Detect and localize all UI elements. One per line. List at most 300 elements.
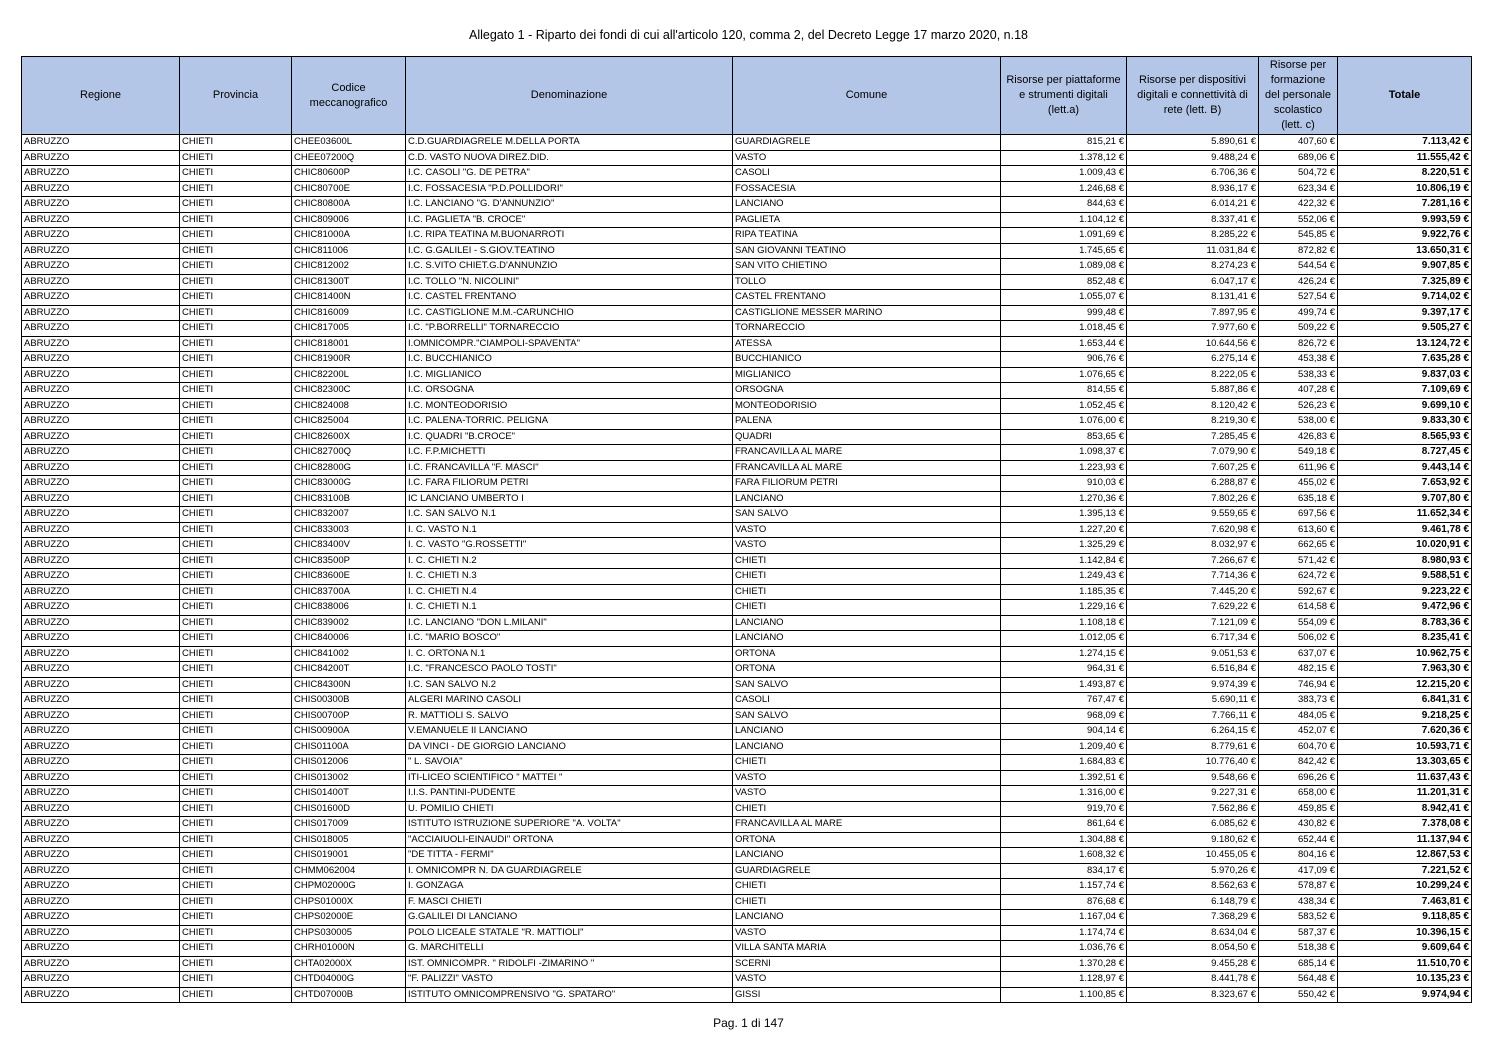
cell-totale: 7.620,36 € [1338,724,1472,740]
cell-formazione: 826,72 € [1259,336,1338,352]
table-row [22,925,1472,941]
cell-codice: CHTD04000G [292,972,406,988]
table-row [22,708,1472,724]
cell-dispositivi: 8.779,61 € [1127,739,1259,755]
cell-provincia: CHIETI [180,925,292,941]
cell-formazione: 611,96 € [1259,460,1338,476]
cell-comune: CHIETI [733,801,1001,817]
cell-regione: ABRUZZO [22,786,180,802]
cell-codice: CHIC82600X [292,429,406,445]
cell-formazione: 872,82 € [1259,243,1338,259]
table-row [22,693,1472,709]
cell-codice: CHIC82800G [292,460,406,476]
cell-provincia: CHIETI [180,863,292,879]
cell-regione: ABRUZZO [22,677,180,693]
cell-regione: ABRUZZO [22,274,180,290]
cell-totale: 9.397,17 € [1338,305,1472,321]
cell-totale: 9.837,03 € [1338,367,1472,383]
cell-totale: 12.867,53 € [1338,848,1472,864]
cell-comune: LANCIANO [733,910,1001,926]
cell-codice: CHIC83700A [292,584,406,600]
cell-codice: CHIC83400V [292,538,406,554]
cell-provincia: CHIETI [180,150,292,166]
cell-regione: ABRUZZO [22,770,180,786]
cell-comune: CHIETI [733,879,1001,895]
cell-denominazione: V.EMANUELE II LANCIANO [406,724,733,740]
cell-denominazione: I. C. CHIETI N.2 [406,553,733,569]
cell-piattaforme: 1.055,07 € [1001,290,1127,306]
header-comune: Comune [733,57,1001,135]
cell-comune: ORTONA [733,662,1001,678]
table-row [22,770,1472,786]
cell-provincia: CHIETI [180,615,292,631]
cell-formazione: 564,48 € [1259,972,1338,988]
cell-codice: CHIC83100B [292,491,406,507]
cell-provincia: CHIETI [180,398,292,414]
table-row [22,352,1472,368]
cell-totale: 8.783,36 € [1338,615,1472,631]
cell-provincia: CHIETI [180,538,292,554]
cell-regione: ABRUZZO [22,135,180,151]
table-row [22,414,1472,430]
cell-regione: ABRUZZO [22,476,180,492]
cell-dispositivi: 7.607,25 € [1127,460,1259,476]
cell-comune: CHIETI [733,569,1001,585]
cell-formazione: 550,42 € [1259,987,1338,1003]
cell-regione: ABRUZZO [22,243,180,259]
table-row [22,755,1472,771]
table-row [22,181,1472,197]
cell-dispositivi: 7.121,09 € [1127,615,1259,631]
cell-piattaforme: 1.684,83 € [1001,755,1127,771]
cell-denominazione: I.C. F.P.MICHETTI [406,445,733,461]
cell-totale: 7.463,81 € [1338,894,1472,910]
cell-provincia: CHIETI [180,243,292,259]
cell-codice: CHIC81300T [292,274,406,290]
cell-piattaforme: 876,68 € [1001,894,1127,910]
cell-denominazione: I.C. PAGLIETA "B. CROCE" [406,212,733,228]
cell-provincia: CHIETI [180,848,292,864]
cell-codice: CHIC818001 [292,336,406,352]
cell-totale: 11.652,34 € [1338,507,1472,523]
cell-formazione: 842,42 € [1259,755,1338,771]
table-row [22,243,1472,259]
cell-dispositivi: 10.455,05 € [1127,848,1259,864]
header-formazione: Risorse per formazione del personale scolastico (lett. c) [1259,57,1338,135]
cell-totale: 7.109,69 € [1338,383,1472,399]
cell-denominazione: I.C. ORSOGNA [406,383,733,399]
cell-regione: ABRUZZO [22,631,180,647]
cell-denominazione: I.C. SAN SALVO N.2 [406,677,733,693]
cell-comune: TORNARECCIO [733,321,1001,337]
cell-totale: 10.020,91 € [1338,538,1472,554]
cell-dispositivi: 6.047,17 € [1127,274,1259,290]
cell-piattaforme: 1.142,84 € [1001,553,1127,569]
cell-codice: CHIC81900R [292,352,406,368]
cell-formazione: 592,67 € [1259,584,1338,600]
cell-codice: CHIC816009 [292,305,406,321]
cell-denominazione: I.C. CASTIGLIONE M.M.-CARUNCHIO [406,305,733,321]
cell-regione: ABRUZZO [22,925,180,941]
table-row [22,507,1472,523]
table-row [22,894,1472,910]
cell-dispositivi: 9.488,24 € [1127,150,1259,166]
cell-denominazione: I.C. PALENA-TORRIC. PELIGNA [406,414,733,430]
cell-piattaforme: 1.304,88 € [1001,832,1127,848]
cell-piattaforme: 1.100,85 € [1001,987,1127,1003]
cell-dispositivi: 9.051,53 € [1127,646,1259,662]
cell-denominazione: I.C. "P.BORRELLI" TORNARECCIO [406,321,733,337]
cell-totale: 9.588,51 € [1338,569,1472,585]
cell-denominazione: I. C. VASTO N.1 [406,522,733,538]
cell-comune: PALENA [733,414,1001,430]
table-row [22,646,1472,662]
table-row [22,398,1472,414]
cell-denominazione: G. MARCHITELLI [406,941,733,957]
cell-dispositivi: 5.890,61 € [1127,135,1259,151]
cell-codice: CHIC83600E [292,569,406,585]
cell-provincia: CHIETI [180,941,292,957]
cell-totale: 7.221,52 € [1338,863,1472,879]
cell-totale: 9.707,80 € [1338,491,1472,507]
cell-formazione: 746,94 € [1259,677,1338,693]
cell-codice: CHIC80800A [292,197,406,213]
table-body [22,135,1472,1003]
cell-regione: ABRUZZO [22,553,180,569]
cell-comune: CASOLI [733,166,1001,182]
cell-comune: BUCCHIANICO [733,352,1001,368]
cell-formazione: 407,28 € [1259,383,1338,399]
cell-provincia: CHIETI [180,352,292,368]
cell-formazione: 552,06 € [1259,212,1338,228]
cell-regione: ABRUZZO [22,197,180,213]
cell-regione: ABRUZZO [22,724,180,740]
cell-piattaforme: 1.370,28 € [1001,956,1127,972]
cell-provincia: CHIETI [180,739,292,755]
cell-comune: LANCIANO [733,724,1001,740]
cell-comune: CASTEL FRENTANO [733,290,1001,306]
cell-regione: ABRUZZO [22,832,180,848]
cell-comune: GUARDIAGRELE [733,863,1001,879]
cell-regione: ABRUZZO [22,972,180,988]
cell-dispositivi: 8.634,04 € [1127,925,1259,941]
cell-piattaforme: 1.378,12 € [1001,150,1127,166]
cell-denominazione: I.C. "MARIO BOSCO" [406,631,733,647]
cell-piattaforme: 1.325,29 € [1001,538,1127,554]
cell-codice: CHIS013002 [292,770,406,786]
cell-codice: CHIC82200L [292,367,406,383]
table-row [22,987,1472,1003]
cell-regione: ABRUZZO [22,460,180,476]
cell-provincia: CHIETI [180,755,292,771]
cell-formazione: 455,02 € [1259,476,1338,492]
cell-comune: RIPA TEATINA [733,228,1001,244]
cell-denominazione: ISTITUTO ISTRUZIONE SUPERIORE "A. VOLTA" [406,817,733,833]
cell-piattaforme: 1.108,18 € [1001,615,1127,631]
cell-dispositivi: 6.288,87 € [1127,476,1259,492]
cell-formazione: 499,74 € [1259,305,1338,321]
cell-codice: CHPM02000G [292,879,406,895]
cell-totale: 8.220,51 € [1338,166,1472,182]
table-row [22,584,1472,600]
cell-dispositivi: 7.629,22 € [1127,600,1259,616]
cell-comune: CHIETI [733,553,1001,569]
cell-formazione: 430,82 € [1259,817,1338,833]
cell-piattaforme: 1.018,45 € [1001,321,1127,337]
cell-formazione: 549,18 € [1259,445,1338,461]
cell-formazione: 484,05 € [1259,708,1338,724]
cell-formazione: 613,60 € [1259,522,1338,538]
cell-regione: ABRUZZO [22,941,180,957]
cell-comune: ORTONA [733,832,1001,848]
cell-totale: 10.396,15 € [1338,925,1472,941]
cell-dispositivi: 10.644,56 € [1127,336,1259,352]
cell-totale: 13.650,31 € [1338,243,1472,259]
cell-formazione: 587,37 € [1259,925,1338,941]
cell-comune: VILLA SANTA MARIA [733,941,1001,957]
cell-denominazione: I.C. "FRANCESCO PAOLO TOSTI" [406,662,733,678]
table-row [22,212,1472,228]
cell-denominazione: " L. SAVOIA" [406,755,733,771]
cell-totale: 11.555,42 € [1338,150,1472,166]
cell-comune: LANCIANO [733,197,1001,213]
cell-regione: ABRUZZO [22,398,180,414]
cell-piattaforme: 1.128,97 € [1001,972,1127,988]
cell-codice: CHIS012006 [292,755,406,771]
cell-comune: FRANCAVILLA AL MARE [733,460,1001,476]
table-row [22,662,1472,678]
cell-dispositivi: 6.264,15 € [1127,724,1259,740]
cell-provincia: CHIETI [180,569,292,585]
cell-comune: SAN SALVO [733,677,1001,693]
table-row [22,460,1472,476]
cell-denominazione: I. C. CHIETI N.1 [406,600,733,616]
cell-dispositivi: 6.275,14 € [1127,352,1259,368]
cell-piattaforme: 1.392,51 € [1001,770,1127,786]
cell-formazione: 544,54 € [1259,259,1338,275]
cell-codice: CHIC84300N [292,677,406,693]
cell-comune: ATESSA [733,336,1001,352]
cell-provincia: CHIETI [180,662,292,678]
cell-codice: CHIC81400N [292,290,406,306]
cell-comune: FRANCAVILLA AL MARE [733,445,1001,461]
table-row [22,290,1472,306]
table-row [22,228,1472,244]
cell-denominazione: I. C. VASTO "G.ROSSETTI" [406,538,733,554]
cell-codice: CHIC825004 [292,414,406,430]
cell-formazione: 804,16 € [1259,848,1338,864]
cell-codice: CHIC83000G [292,476,406,492]
table-row [22,786,1472,802]
cell-dispositivi: 6.717,34 € [1127,631,1259,647]
cell-provincia: CHIETI [180,166,292,182]
cell-piattaforme: 1.089,08 € [1001,259,1127,275]
cell-provincia: CHIETI [180,910,292,926]
cell-piattaforme: 968,09 € [1001,708,1127,724]
cell-formazione: 689,06 € [1259,150,1338,166]
cell-totale: 9.833,30 € [1338,414,1472,430]
cell-piattaforme: 919,70 € [1001,801,1127,817]
cell-denominazione: C.D.GUARDIAGRELE M.DELLA PORTA [406,135,733,151]
cell-regione: ABRUZZO [22,739,180,755]
cell-denominazione: ALGERI MARINO CASOLI [406,693,733,709]
cell-totale: 7.378,08 € [1338,817,1472,833]
cell-provincia: CHIETI [180,724,292,740]
cell-totale: 7.653,92 € [1338,476,1472,492]
cell-totale: 9.922,76 € [1338,228,1472,244]
cell-denominazione: ISTITUTO OMNICOMPRENSIVO "G. SPATARO" [406,987,733,1003]
cell-provincia: CHIETI [180,879,292,895]
cell-provincia: CHIETI [180,507,292,523]
cell-formazione: 426,83 € [1259,429,1338,445]
cell-codice: CHTD07000B [292,987,406,1003]
cell-totale: 9.118,85 € [1338,910,1472,926]
cell-regione: ABRUZZO [22,956,180,972]
cell-piattaforme: 1.227,20 € [1001,522,1127,538]
cell-dispositivi: 7.977,60 € [1127,321,1259,337]
cell-dispositivi: 8.562,63 € [1127,879,1259,895]
cell-dispositivi: 8.131,41 € [1127,290,1259,306]
cell-codice: CHIS00900A [292,724,406,740]
cell-piattaforme: 1.167,04 € [1001,910,1127,926]
cell-totale: 8.727,45 € [1338,445,1472,461]
cell-dispositivi: 6.085,62 € [1127,817,1259,833]
table-row [22,631,1472,647]
cell-dispositivi: 8.441,78 € [1127,972,1259,988]
cell-formazione: 697,56 € [1259,507,1338,523]
cell-formazione: 696,26 € [1259,770,1338,786]
cell-piattaforme: 861,64 € [1001,817,1127,833]
cell-dispositivi: 6.148,79 € [1127,894,1259,910]
cell-dispositivi: 9.548,66 € [1127,770,1259,786]
cell-comune: SAN SALVO [733,507,1001,523]
cell-totale: 9.505,27 € [1338,321,1472,337]
table-row [22,910,1472,926]
cell-piattaforme: 904,14 € [1001,724,1127,740]
cell-provincia: CHIETI [180,259,292,275]
cell-provincia: CHIETI [180,786,292,802]
header-dispositivi: Risorse per dispositivi digitali e connettività di rete (lett. B) [1127,57,1259,135]
table-row [22,538,1472,554]
cell-comune: VASTO [733,786,1001,802]
cell-regione: ABRUZZO [22,228,180,244]
cell-totale: 9.993,59 € [1338,212,1472,228]
cell-formazione: 426,24 € [1259,274,1338,290]
cell-comune: SAN VITO CHIETINO [733,259,1001,275]
table-row [22,863,1472,879]
cell-denominazione: I.C. RIPA TEATINA M.BUONARROTI [406,228,733,244]
cell-provincia: CHIETI [180,708,292,724]
cell-piattaforme: 1.036,76 € [1001,941,1127,957]
cell-piattaforme: 1.653,44 € [1001,336,1127,352]
cell-formazione: 438,34 € [1259,894,1338,910]
header-codice: Codice meccanografico [292,57,406,135]
cell-piattaforme: 1.493,87 € [1001,677,1127,693]
cell-comune: MONTEODORISIO [733,398,1001,414]
cell-regione: ABRUZZO [22,507,180,523]
cell-denominazione: I.OMNICOMPR."CIAMPOLI-SPAVENTA" [406,336,733,352]
cell-formazione: 422,32 € [1259,197,1338,213]
table-row [22,321,1472,337]
cell-comune: FOSSACESIA [733,181,1001,197]
cell-dispositivi: 9.227,31 € [1127,786,1259,802]
cell-dispositivi: 5.970,26 € [1127,863,1259,879]
cell-comune: LANCIANO [733,739,1001,755]
cell-piattaforme: 1.209,40 € [1001,739,1127,755]
cell-comune: CHIETI [733,755,1001,771]
cell-comune: ORTONA [733,646,1001,662]
cell-totale: 13.124,72 € [1338,336,1472,352]
cell-formazione: 417,09 € [1259,863,1338,879]
cell-totale: 9.974,94 € [1338,987,1472,1003]
cell-codice: CHIS00700P [292,708,406,724]
cell-dispositivi: 5.690,11 € [1127,693,1259,709]
cell-totale: 9.461,78 € [1338,522,1472,538]
cell-comune: VASTO [733,150,1001,166]
cell-formazione: 658,00 € [1259,786,1338,802]
cell-comune: CASTIGLIONE MESSER MARINO [733,305,1001,321]
cell-denominazione: I.C. MIGLIANICO [406,367,733,383]
cell-codice: CHIC82300C [292,383,406,399]
cell-provincia: CHIETI [180,631,292,647]
cell-regione: ABRUZZO [22,321,180,337]
cell-formazione: 509,22 € [1259,321,1338,337]
table-row [22,445,1472,461]
cell-regione: ABRUZZO [22,491,180,507]
cell-codice: CHIC84200T [292,662,406,678]
cell-piattaforme: 1.174,74 € [1001,925,1127,941]
cell-piattaforme: 1.229,16 € [1001,600,1127,616]
table-row [22,817,1472,833]
cell-provincia: CHIETI [180,445,292,461]
cell-denominazione: F. MASCI CHIETI [406,894,733,910]
cell-provincia: CHIETI [180,383,292,399]
cell-formazione: 578,87 € [1259,879,1338,895]
document-title: Allegato 1 - Riparto dei fondi di cui all'articolo 120, comma 2, del Decreto Legge 17 marzo 2020, n.18 [469,28,1028,42]
cell-provincia: CHIETI [180,770,292,786]
cell-piattaforme: 1.076,65 € [1001,367,1127,383]
cell-codice: CHIS01100A [292,739,406,755]
table-row [22,615,1472,631]
cell-formazione: 685,14 € [1259,956,1338,972]
cell-provincia: CHIETI [180,135,292,151]
cell-piattaforme: 906,76 € [1001,352,1127,368]
cell-regione: ABRUZZO [22,600,180,616]
cell-codice: CHIC833003 [292,522,406,538]
header-provincia: Provincia [180,57,292,135]
table-row [22,848,1472,864]
cell-piattaforme: 844,63 € [1001,197,1127,213]
table-row [22,879,1472,895]
cell-provincia: CHIETI [180,553,292,569]
table-row [22,274,1472,290]
cell-piattaforme: 1.012,05 € [1001,631,1127,647]
cell-provincia: CHIETI [180,212,292,228]
cell-provincia: CHIETI [180,817,292,833]
cell-formazione: 504,72 € [1259,166,1338,182]
cell-dispositivi: 7.445,20 € [1127,584,1259,600]
cell-codice: CHIS01600D [292,801,406,817]
cell-denominazione: U. POMILIO CHIETI [406,801,733,817]
cell-regione: ABRUZZO [22,445,180,461]
cell-codice: CHIC839002 [292,615,406,631]
cell-regione: ABRUZZO [22,212,180,228]
cell-dispositivi: 6.706,36 € [1127,166,1259,182]
cell-comune: VASTO [733,925,1001,941]
cell-denominazione: I.C. BUCCHIANICO [406,352,733,368]
cell-codice: CHIC809006 [292,212,406,228]
cell-comune: MIGLIANICO [733,367,1001,383]
